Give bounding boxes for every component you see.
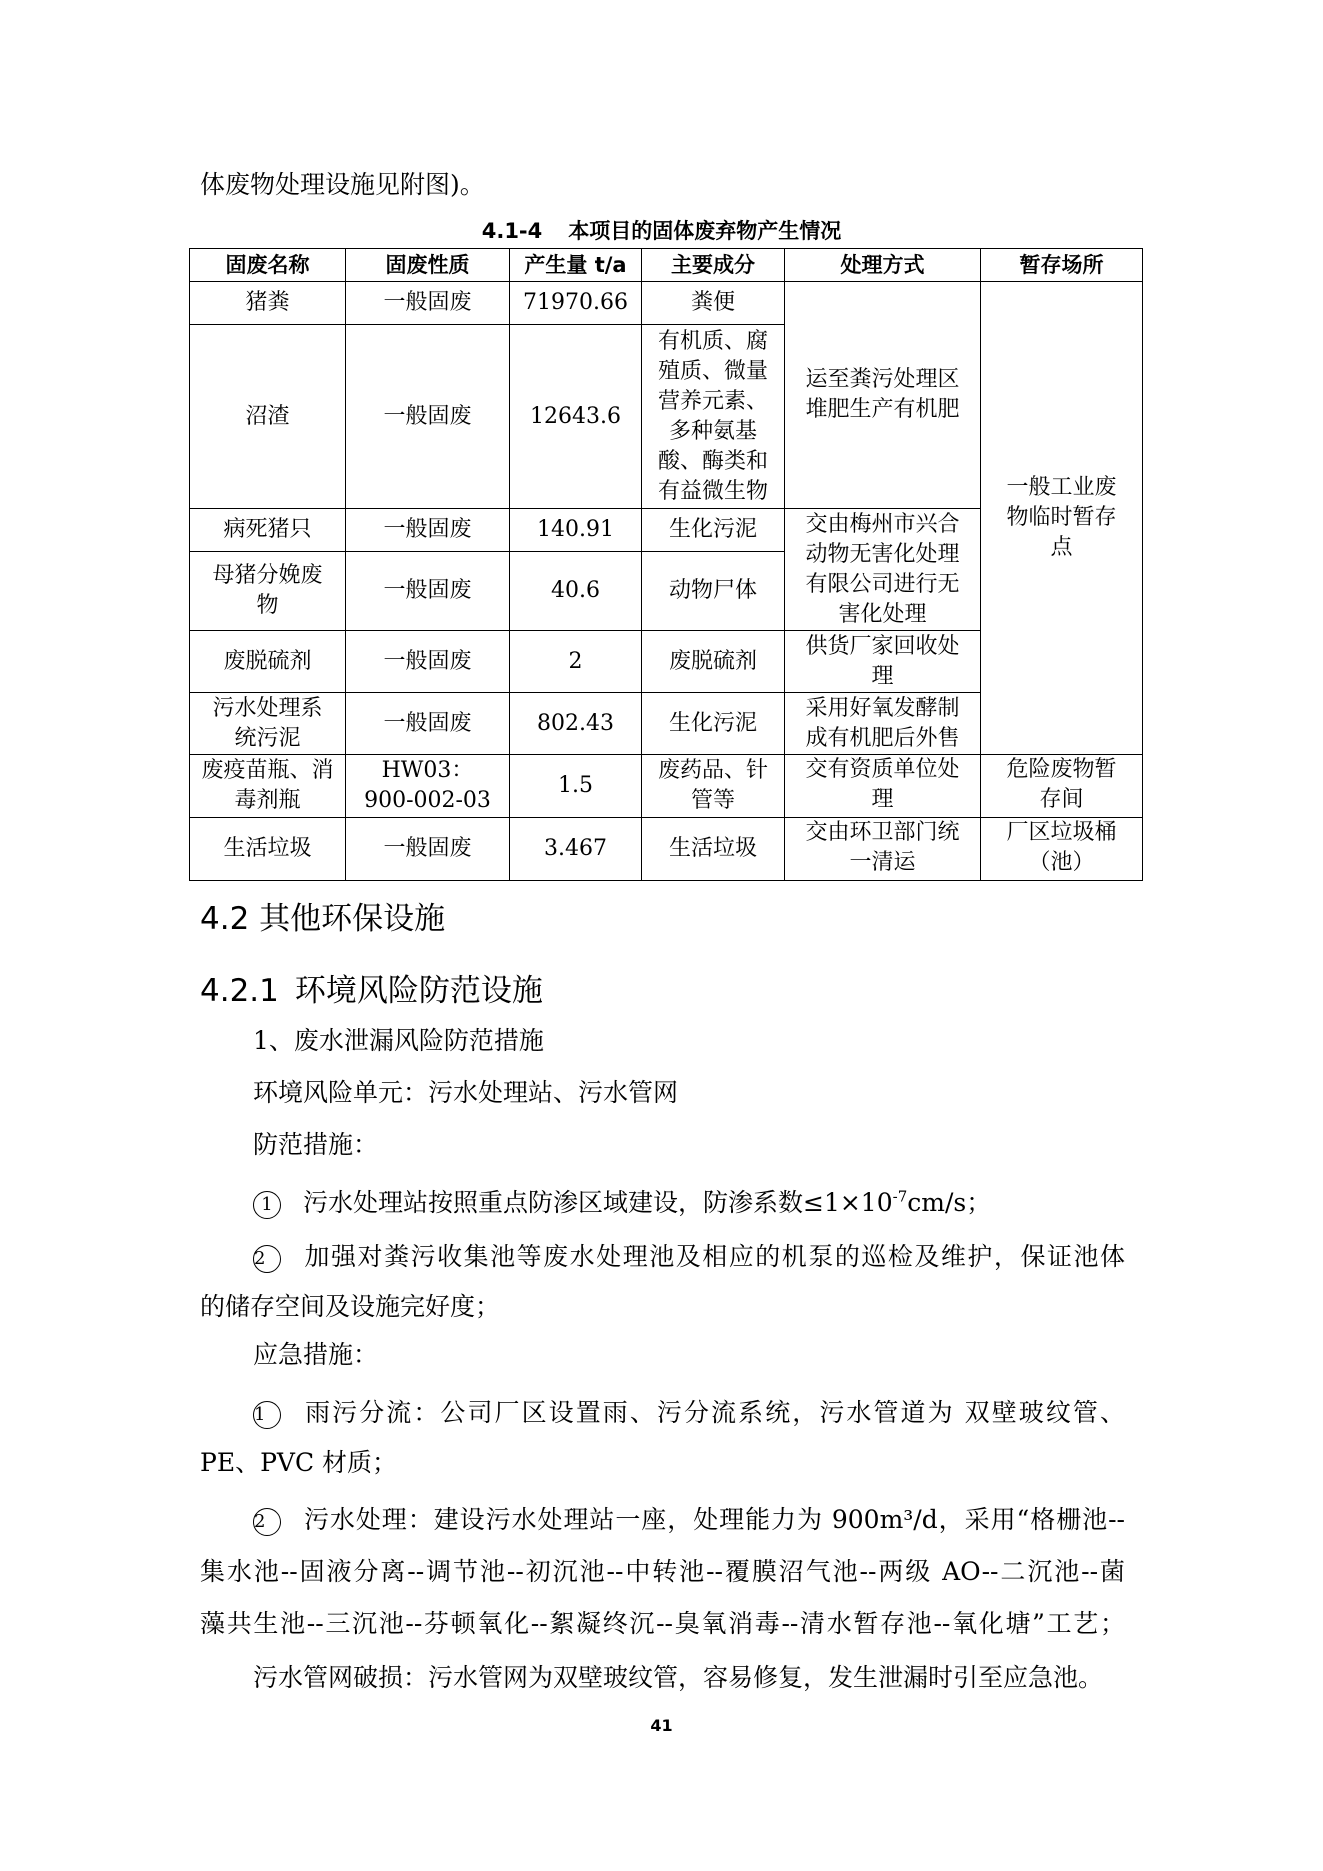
cell-amount: 802.43 [510, 693, 642, 755]
cell-amount: 1.5 [510, 755, 642, 818]
table-row [190, 755, 1143, 818]
circled-number-2: 2 [253, 1508, 281, 1536]
cell-disposal-supplier: 供货厂家回收处 理 [785, 631, 981, 693]
cell-disposal-fertilizer: 采用好氧发酵制 成有机肥后外售 [785, 693, 981, 755]
table-header-row [190, 249, 1143, 282]
cell-nature: 一般固废 [346, 631, 510, 693]
header-component: 主要成分 [642, 249, 785, 282]
cell-disposal-qualified: 交有资质单位处 理 [785, 755, 981, 818]
cell-nature: HW03： 900-002-03 [346, 755, 510, 818]
emergency-measure-2-line2: 集水池--固液分离--调节池--初沉池--中转池--覆膜沼气池--两级 AO--二沉池--菌 [200, 1557, 1125, 1586]
table-row [190, 818, 1143, 881]
prevent-1-unit: cm/s； [907, 1188, 992, 1217]
cell-component: 生化污泥 [642, 693, 785, 755]
section-heading-4-2-1 [200, 965, 543, 1010]
header-disposal: 处理方式 [785, 249, 981, 282]
cell-component: 废脱硫剂 [642, 631, 785, 693]
header-nature: 固废性质 [346, 249, 510, 282]
prevent-label: 防范措施： [253, 1130, 379, 1159]
cell-storage-bin: 厂区垃圾桶 （池） [981, 818, 1143, 881]
header-amount: 产生量 t/a [510, 249, 642, 282]
emergency-1-text: 雨污分流：公司厂区设置雨、污分流系统，污水管道为 双壁玻纹管、 [303, 1398, 1125, 1427]
cell-name: 生活垃圾 [190, 818, 346, 881]
emergency-measure-2-line1 [253, 1500, 1125, 1536]
cell-amount: 12643.6 [510, 325, 642, 509]
prevent-2-text: 加强对粪污收集池等废水处理池及相应的机泵的巡检及维护，保证池体 [303, 1242, 1125, 1271]
page-number: 41 [650, 1716, 673, 1735]
cell-amount: 140.91 [510, 509, 642, 552]
cell-component: 有机质、腐 殖质、微量 营养元素、 多种氨基 酸、酶类和 有益微生物 [642, 325, 785, 509]
emergency-label: 应急措施： [253, 1340, 379, 1369]
header-name: 固废名称 [190, 249, 346, 282]
cell-component: 生化污泥 [642, 509, 785, 552]
header-storage: 暂存场所 [981, 249, 1143, 282]
cell-disposal-harmless: 交由梅州市兴合 动物无害化处理 有限公司进行无 害化处理 [785, 509, 981, 631]
cell-component: 动物尸体 [642, 552, 785, 631]
section-number: 4.2.1 [200, 973, 279, 1009]
emergency-measure-1-line1 [253, 1393, 1125, 1429]
prevent-measure-2-line2: 的储存空间及设施完好度； [200, 1292, 501, 1321]
cell-name: 废脱硫剂 [190, 631, 346, 693]
table-number: 4.1-4 [481, 219, 543, 243]
cell-nature: 一般固废 [346, 552, 510, 631]
cell-storage-hazardous: 危险废物暂 存间 [981, 755, 1143, 818]
prevent-measure-2-line1 [253, 1237, 1125, 1273]
item-wastewater-risk: 1、废水泄漏风险防范措施 [253, 1026, 544, 1055]
table-row [190, 282, 1143, 325]
cell-nature: 一般固废 [346, 818, 510, 881]
circled-number-2: 2 [253, 1245, 281, 1273]
cell-component: 废药品、针 管等 [642, 755, 785, 818]
cell-name: 沼渣 [190, 325, 346, 509]
cell-storage-general: 一般工业废 物临时暂存 点 [981, 282, 1143, 755]
cell-amount: 3.467 [510, 818, 642, 881]
prevent-1-exponent: -7 [892, 1187, 908, 1206]
cell-nature: 一般固废 [346, 693, 510, 755]
table-title: 本项目的固体废弃物产生情况 [568, 219, 842, 243]
cell-nature: 一般固废 [346, 509, 510, 552]
cell-disposal-sanitation: 交由环卫部门统 一清运 [785, 818, 981, 881]
pipe-damage-line: 污水管网破损：污水管网为双壁玻纹管，容易修复，发生泄漏时引至应急池。 [253, 1663, 1104, 1692]
cell-nature: 一般固废 [346, 282, 510, 325]
cell-name: 废疫苗瓶、消 毒剂瓶 [190, 755, 346, 818]
cell-nature: 一般固废 [346, 325, 510, 509]
section-heading-4-2: 4.2 其他环保设施 [200, 901, 446, 937]
emergency-2-text: 污水处理：建设污水处理站一座，处理能力为 900m³/d，采用“格栅池-- [303, 1505, 1125, 1534]
cell-amount: 71970.66 [510, 282, 642, 325]
cell-name: 猪粪 [190, 282, 346, 325]
prevent-measure-1 [253, 1183, 991, 1219]
cell-name: 病死猪只 [190, 509, 346, 552]
circled-number-1: 1 [253, 1191, 281, 1219]
emergency-measure-1-line2: PE、PVC 材质； [200, 1448, 398, 1477]
section-title: 环境风险防范设施 [294, 973, 543, 1009]
prevent-1-text: 污水处理站按照重点防渗区域建设，防渗系数≤1×10 [303, 1188, 893, 1217]
risk-unit-line: 环境风险单元：污水处理站、污水管网 [253, 1078, 679, 1107]
table-caption [0, 215, 1323, 245]
cell-component: 粪便 [642, 282, 785, 325]
cell-amount: 40.6 [510, 552, 642, 631]
circled-number-1: 1 [253, 1401, 281, 1429]
intro-line: 体废物处理设施见附图)。 [200, 170, 485, 199]
cell-component: 生活垃圾 [642, 818, 785, 881]
emergency-measure-2-line3: 藻共生池--三沉池--芬顿氧化--絮凝终沉--臭氧消毒--清水暂存池--氧化塘”工艺； [200, 1609, 1125, 1638]
solid-waste-table [189, 248, 1143, 881]
cell-disposal-compost: 运至粪污处理区 堆肥生产有机肥 [785, 282, 981, 509]
cell-name: 污水处理系 统污泥 [190, 693, 346, 755]
cell-name: 母猪分娩废 物 [190, 552, 346, 631]
cell-amount: 2 [510, 631, 642, 693]
